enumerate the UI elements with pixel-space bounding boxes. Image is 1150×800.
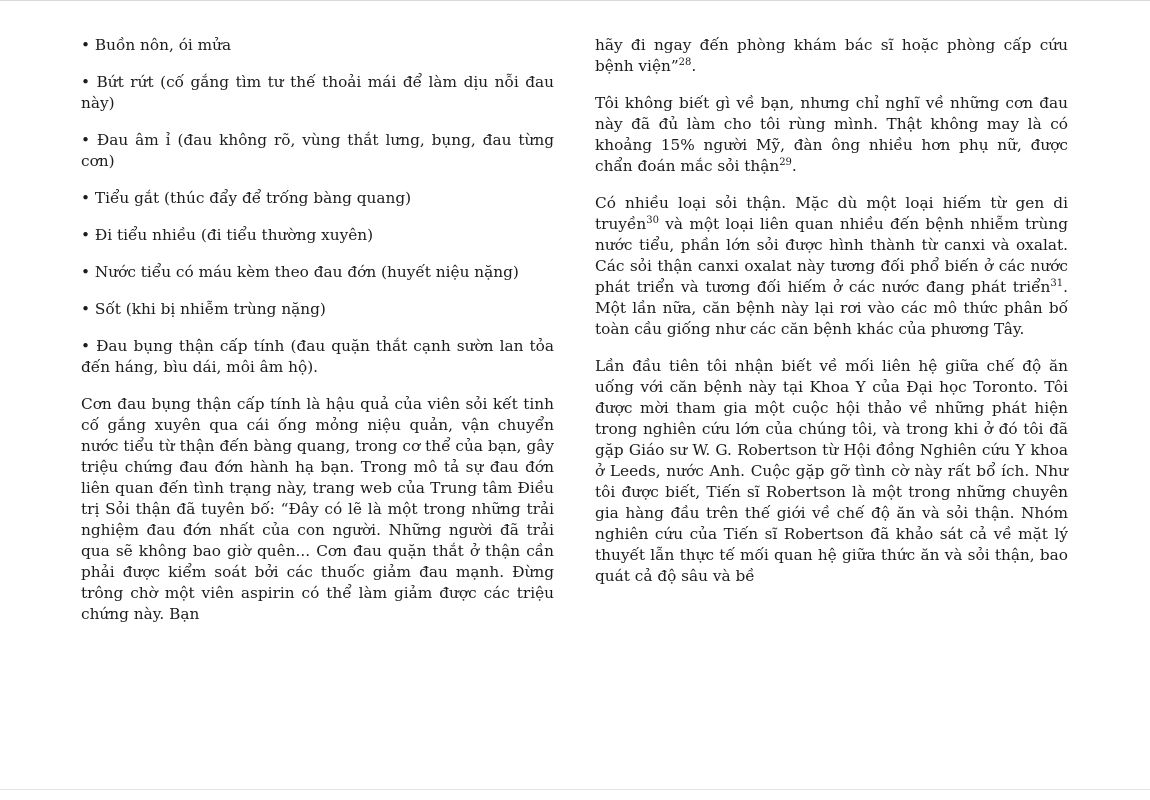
symptom-bullet: • Buồn nôn, ói mửa [81, 36, 232, 54]
paragraph-text: Có nhiều loại sỏi thận. Mặc dù một loại hiếm từ gen di truyền [595, 194, 1068, 233]
symptom-bullet: • Đau âm ỉ (đau không rõ, vùng thắt lưng, bụng, đau từng cơn) [81, 131, 554, 170]
footnote-ref: 31 [1050, 277, 1064, 289]
symptom-bullet: • Đi tiểu nhiều (đi tiểu thường xuyên) [81, 226, 374, 244]
footnote-ref: 28 [678, 56, 692, 68]
symptom-bullet: • Bứt rứt (cố gắng tìm tư thế thoải mái để làm dịu nỗi đau này) [81, 73, 554, 112]
paragraph-text: . Một lần nữa, căn bệnh này lại rơi vào các mô thức phân bố toàn cầu giống như các căn bệnh khác của phương Tây. [595, 278, 1068, 338]
body-paragraph: Lần đầu tiên tôi nhận biết về mối liên hệ giữa chế độ ăn uống với căn bệnh này tại Khoa Y của Đại học Toronto. Tôi được mời tham gia một cuộc hội thảo về những phát hiện trong nghiên cứu lớn của chúng tôi, và trong khi ở đó tôi đã gặp Giáo sư W. G. Robertson từ Hội đồng Nghiên cứu Y khoa ở Leeds, nước Anh. Cuộc gặp gỡ tình cờ này rất bổ ích. Như tôi được biết, Tiến sĩ Robertson là một trong những chuyên gia hàng đầu trên thế giới về chế độ ăn và sỏi thận. Nhóm nghiên cứu của Tiến sĩ Robertson đã khảo sát cả về mặt lý thuyết lẫn thực tế mối quan hệ giữa thức ăn và sỏi thận, bao quát cả độ sâu và bề [595, 357, 1068, 585]
top-divider [0, 0, 1150, 1]
symptom-bullet: • Đau bụng thận cấp tính (đau quặn thắt cạnh sườn lan tỏa đến háng, bìu dái, môi âm hộ). [81, 337, 554, 376]
paragraph-text: và một loại liên quan nhiều đến bệnh nhiễm trùng nước tiểu, phần lớn sỏi được hình thành từ canxi và oxalat. Các sỏi thận canxi oxalat này tương đối phổ biến ở các nước phát triển và tương đối hiếm ở các nước đang phát triển [595, 215, 1068, 296]
symptom-bullet: • Nước tiểu có máu kèm theo đau đớn (huyết niệu nặng) [81, 263, 519, 281]
body-paragraph: Cơn đau bụng thận cấp tính là hậu quả của viên sỏi kết tinh cố gắng xuyên qua cái ống mỏng niệu quản, vận chuyển nước tiểu từ thận đến bàng quang, trong cơ thể của bạn, gây triệu chứng đau đớn hành hạ bạn. Trong mô tả sự đau đớn liên quan đến tình trạng này, trang web của Trung tâm Điều trị Sỏi thận đã tuyên bố: “Đây có lẽ là một trong những trải nghiệm đau đớn nhất của con người. Những người đã trải qua sẽ không bao giờ quên... Cơn đau quặn thắt ở thận cần phải được kiểm soát bởi các thuốc giảm đau mạnh. Đừng trông chờ một viên aspirin có thể làm giảm được các triệu chứng này. Bạn [81, 395, 554, 623]
paragraph-text: . [691, 57, 697, 75]
left-column [81, 35, 554, 641]
body-paragraph [595, 93, 1068, 177]
footnote-ref: 29 [779, 156, 792, 168]
paragraph-text: hãy đi ngay đến phòng khám bác sĩ hoặc phòng cấp cứu bệnh viện” [595, 36, 1068, 75]
symptom-bullet: • Sốt (khi bị nhiễm trùng nặng) [81, 300, 326, 318]
paragraph-text: . [791, 157, 797, 175]
symptom-bullet: • Tiểu gắt (thúc đẩy để trống bàng quang) [81, 189, 412, 207]
bottom-divider [0, 789, 1150, 790]
paragraph-text: Tôi không biết gì về bạn, nhưng chỉ nghĩ về những cơn đau này đã đủ làm cho tôi rùng mình. Thật không may là có khoảng 15% người Mỹ, đàn ông nhiều hơn phụ nữ, được chẩn đoán mắc sỏi thận [595, 94, 1068, 175]
footnote-ref: 30 [646, 214, 659, 226]
body-paragraph [595, 193, 1068, 340]
right-column [595, 35, 1068, 603]
body-paragraph [595, 35, 1068, 77]
